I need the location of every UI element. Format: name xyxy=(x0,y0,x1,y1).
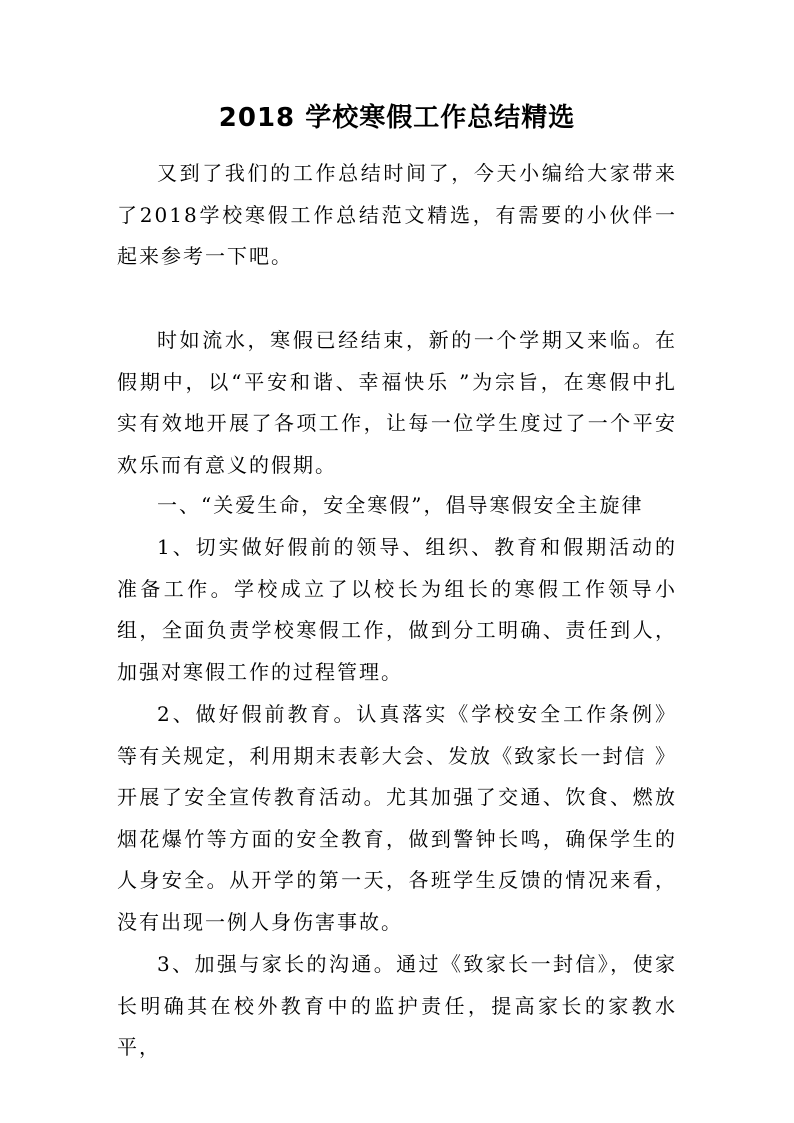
opening-paragraph: 时如流水，寒假已经结束，新的一个学期又来临。在假期中，以“平安和谐、幸福快乐 ”为宗旨，在寒假中扎实有效地开展了各项工作，让每一位学生度过了一个平安欢乐而有意义的假期。 xyxy=(117,328,677,477)
intro-paragraph: 又到了我们的工作总结时间了，今天小编给大家带来了2018学校寒假工作总结范文精选，有需要的小伙伴一起来参考一下吧。 xyxy=(117,161,677,268)
document-title: 2018 学校寒假工作总结精选 xyxy=(218,103,576,133)
section-heading-1: 一、“关爱生命，安全寒假”，倡导寒假安全主旋律 xyxy=(157,493,644,517)
item-paragraph-2: 2、做好假前教育。认真落实《学校安全工作条例》等有关规定，利用期末表彰大会、发放《致家长一封信 》开展了安全宣传教育活动。尤其加强了交通、饮食、燃放烟花爆竹等方面的安全教育，做到警钟长鸣，确保学生的人身安全。从开学的第一天，各班学生反馈的情况来看，没有出现一例人身伤害事故。 xyxy=(117,702,677,934)
item-paragraph-1: 1、切实做好假前的领导、组织、教育和假期活动的准备工作。学校成立了以校长为组长的寒假工作领导小组，全面负责学校寒假工作，做到分工明确、责任到人，加强对寒假工作的过程管理。 xyxy=(117,535,677,684)
item-paragraph-3: 3、加强与家长的沟通。通过《致家长一封信》，使家长明确其在校外教育中的监护责任，提高家长的家教水平， xyxy=(117,952,677,1059)
